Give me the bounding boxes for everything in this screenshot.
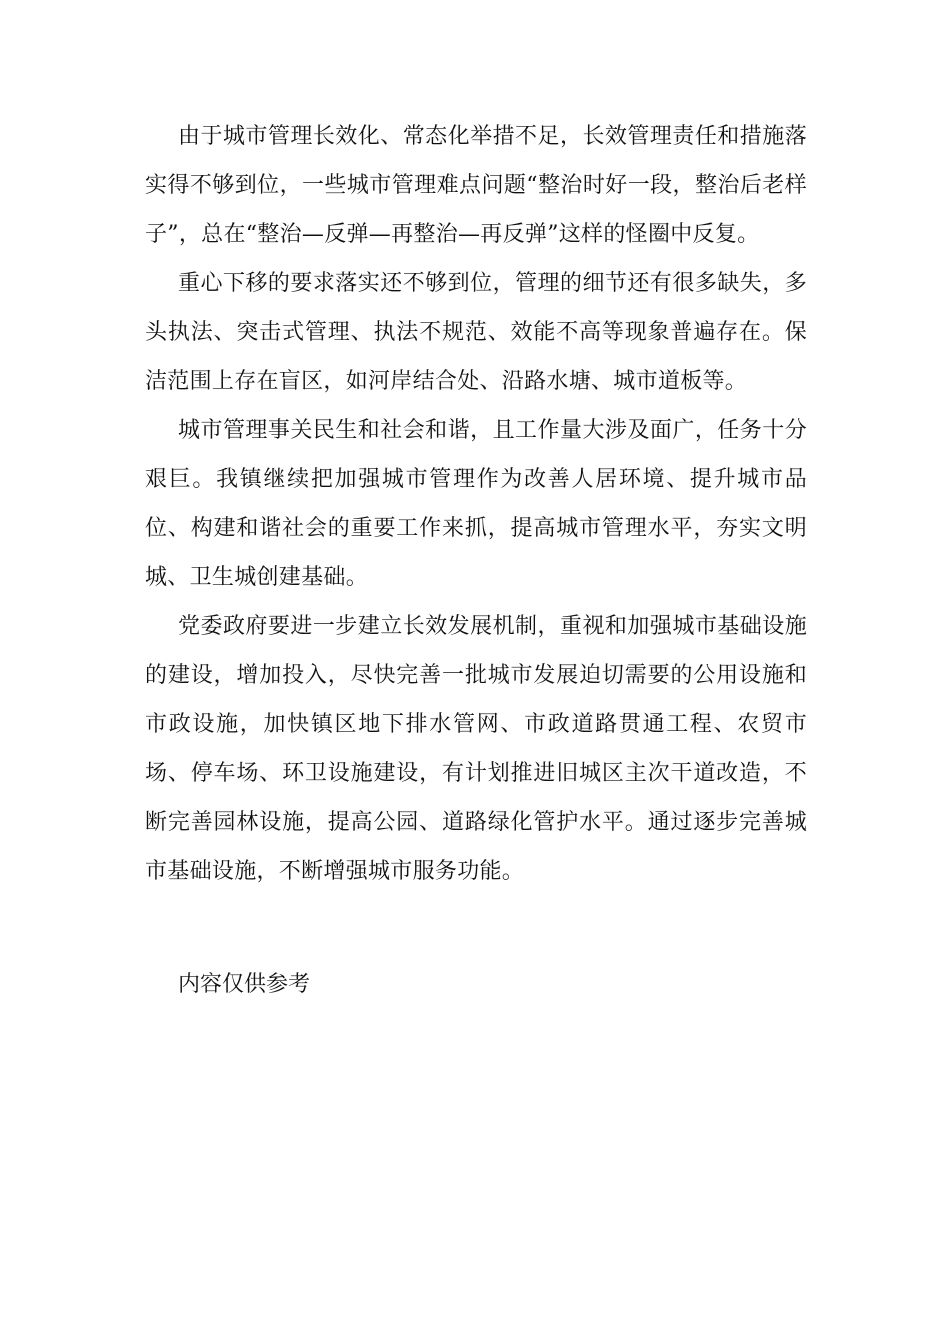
reference-note: 内容仅供参考 [178, 972, 311, 997]
paragraph-2: 重心下移的要求落实还不够到位，管理的细节还有很多缺失，多头执法、突击式管理、执法不规范、效能不高等现象普遍存在。保洁范围上存在盲区，如河岸结合处、沿路水塘、城市道板等。 [145, 271, 807, 394]
document-body [145, 112, 807, 896]
paragraph-1: 由于城市管理长效化、常态化举措不足，长效管理责任和措施落实得不够到位，一些城市管理难点问题“整治时好一段，整治后老样子”，总在“整治—反弹—再整治—再反弹”这样的怪圈中反复。 [145, 124, 807, 247]
paragraph-4: 党委政府要进一步建立长效发展机制，重视和加强城市基础设施的建设，增加投入，尽快完善一批城市发展迫切需要的公用设施和市政设施，加快镇区地下排水管网、市政道路贯通工程、农贸市场、停车场、环卫设施建设，有计划推进旧城区主次干道改造，不断完善园林设施，提高公园、道路绿化管护水平。通过逐步完善城市基础设施，不断增强城市服务功能。 [145, 614, 807, 884]
paragraph-3: 城市管理事关民生和社会和谐，且工作量大涉及面广，任务十分艰巨。我镇继续把加强城市管理作为改善人居环境、提升城市品位、构建和谐社会的重要工作来抓，提高城市管理水平，夯实文明城、卫生城创建基础。 [145, 418, 807, 590]
